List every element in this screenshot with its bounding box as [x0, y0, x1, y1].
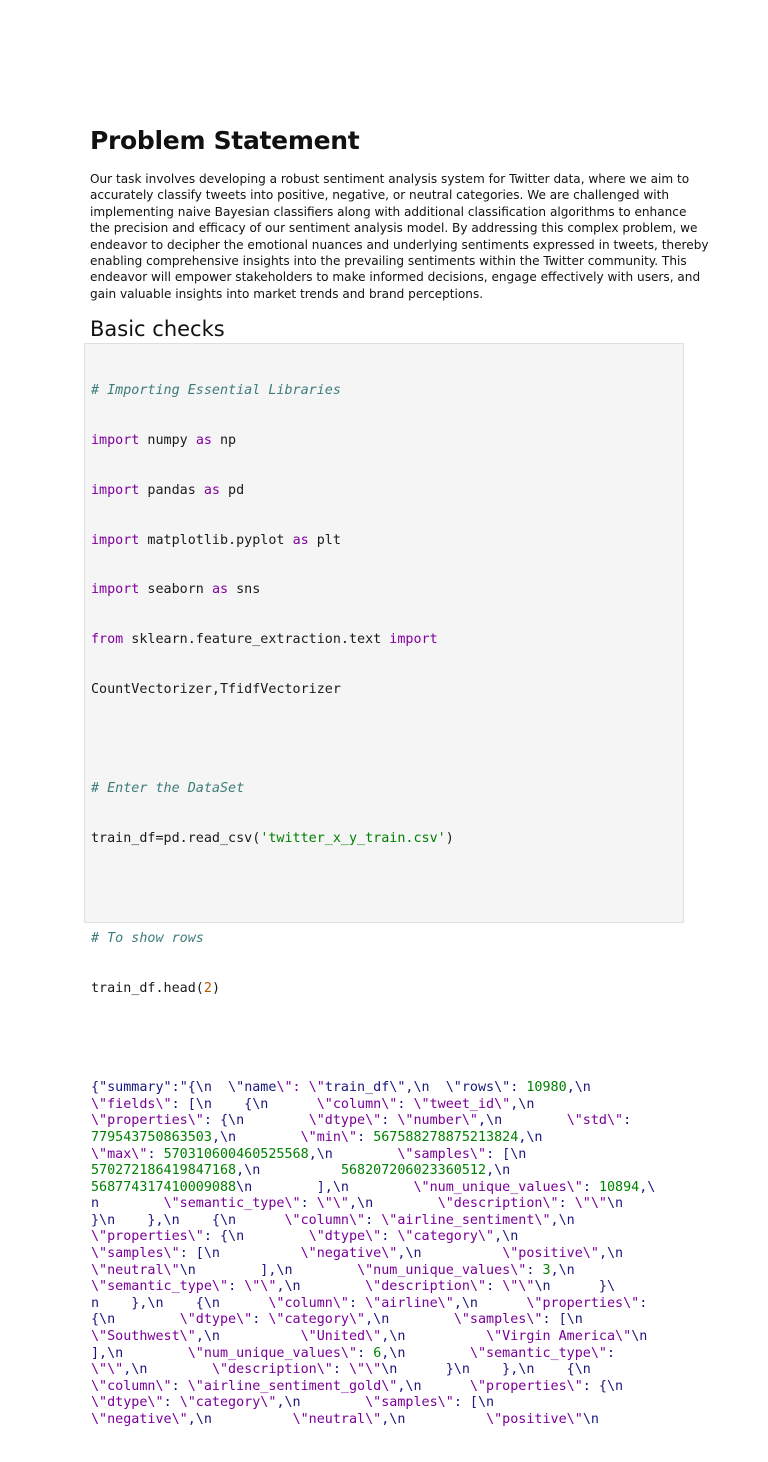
page-title: Problem Statement — [90, 126, 360, 155]
output-line: {"summary":"{\n \"name\": \"train_df\",\n \"rows\": 10980,\n — [91, 1080, 591, 1096]
keyword: import — [91, 532, 140, 548]
code-text: pd — [220, 482, 245, 498]
code-blank-line — [91, 881, 655, 898]
code-text: ) — [445, 831, 454, 847]
section-heading: Basic checks — [90, 317, 225, 341]
keyword: import — [91, 582, 140, 598]
keyword: as — [195, 432, 212, 448]
code-text: seaborn — [139, 582, 212, 598]
keyword: import — [91, 482, 140, 498]
code-line-import-matplotlib — [91, 533, 655, 550]
paragraph-line: endeavor to decipher the emotional nuances and underlying sentiments expressed in tweets, thereby — [90, 237, 709, 252]
paragraph-line: the precision and efficacy of our sentiment analysis model. By addressing this complex problem, we — [90, 221, 698, 236]
output-line: 779543750863503,\n \"min\": 567588278875213824,\n — [91, 1129, 543, 1145]
code-text: plt — [308, 532, 341, 548]
keyword: as — [211, 582, 229, 598]
paragraph-line: accurately classify tweets into positive, negative, or neutral categories. We are challenged with — [90, 188, 670, 203]
output-line: n },\n {\n \"column\": \"airline\",\n \"properties\": — [91, 1295, 648, 1311]
keyword: as — [292, 532, 309, 548]
output-line: \"column\": \"airline_sentiment_gold\",\n \"properties\": {\n — [91, 1378, 624, 1394]
code-text: numpy — [139, 432, 196, 448]
string-literal: 'twitter_x_y_train.csv' — [260, 831, 446, 847]
code-text: ) — [211, 980, 220, 996]
code-blank-line — [91, 1030, 655, 1047]
cell-output — [91, 1080, 655, 1428]
code-text: sklearn.feature_extraction.text — [123, 632, 390, 648]
paragraph-line: enabling comprehensive insights into the prevailing sentiments within the Twitter community. This — [90, 254, 687, 269]
code-editor[interactable] — [91, 350, 655, 1462]
output-line: \"\",\n \"description\": \"\"\n }\n },\n {\n — [91, 1362, 591, 1378]
output-line: \"max\": 570310600460525568,\n \"samples\": [\n — [91, 1146, 527, 1162]
code-cell[interactable] — [84, 343, 684, 1427]
code-text: train_df.head( — [91, 980, 204, 996]
output-line: \"semantic_type\": \"\",\n \"description\": \"\"\n }\ — [91, 1279, 616, 1295]
number-literal: 2 — [203, 980, 212, 996]
keyword: from — [91, 632, 124, 648]
code-blank-line — [91, 732, 655, 749]
output-line: \"Southwest\",\n \"United\",\n \"Virgin America\"\n — [91, 1329, 648, 1345]
code-text: train_df=pd.read_csv( — [91, 831, 261, 847]
output-line: \"neutral\"\n ],\n \"num_unique_values\": 3,\n — [91, 1262, 575, 1278]
code-text: np — [211, 432, 237, 448]
output-line: \"samples\": [\n \"negative\",\n \"positive\",\n — [91, 1246, 624, 1262]
code-line-head — [91, 981, 655, 998]
code-comment: # To show rows — [91, 930, 204, 946]
output-line: }\n },\n {\n \"column\": \"airline_sentiment\",\n — [91, 1212, 575, 1228]
code-line-import-pandas — [91, 483, 655, 500]
output-line: 570272186419847168,\n 568207206023360512,\n — [91, 1163, 511, 1179]
code-line-import-seaborn — [91, 582, 655, 599]
code-text: matplotlib.pyplot — [139, 532, 293, 548]
problem-statement-paragraph — [90, 171, 709, 302]
output-line: 568774317410009088\n ],\n \"num_unique_values\": 10894,\ — [91, 1179, 656, 1195]
output-line: {\n \"dtype\": \"category\",\n \"samples\": [\n — [91, 1312, 583, 1328]
output-line: \"dtype\": \"category\",\n \"samples\": [\n — [91, 1395, 495, 1411]
output-line: \"negative\",\n \"neutral\",\n \"positive\"\n — [91, 1412, 599, 1427]
code-line-import-sklearn — [91, 632, 655, 649]
output-line: ],\n \"num_unique_values\": 6,\n \"semantic_type\": — [91, 1345, 616, 1361]
keyword: import — [389, 632, 438, 648]
code-line-read-csv — [91, 831, 655, 848]
paragraph-line: implementing naive Bayesian classifiers along with additional classification algorithms to enhance — [90, 204, 687, 219]
code-line-import-sklearn-cont: CountVectorizer,TfidfVectorizer — [91, 681, 341, 697]
paragraph-line: gain valuable insights into market trends and brand perceptions. — [90, 286, 484, 301]
output-line: \"properties\": {\n \"dtype\": \"number\",\n \"std\": — [91, 1113, 632, 1129]
keyword: import — [91, 432, 140, 448]
code-comment: # Importing Essential Libraries — [91, 383, 341, 399]
output-line: \"properties\": {\n \"dtype\": \"category\",\n — [91, 1229, 519, 1245]
paragraph-line: Our task involves developing a robust sentiment analysis system for Twitter data, where we aim to — [90, 172, 690, 186]
keyword: as — [203, 482, 220, 498]
code-text: pandas — [139, 482, 204, 498]
output-line: n \"semantic_type\": \"\",\n \"description\": \"\"\n — [91, 1196, 624, 1212]
output-line: \"fields\": [\n {\n \"column\": \"tweet_id\",\n — [91, 1096, 535, 1112]
code-line-import-numpy — [91, 433, 655, 450]
paragraph-line: endeavor will empower stakeholders to make informed decisions, engage effectively with users, and — [90, 270, 701, 285]
code-text: sns — [228, 582, 261, 598]
code-comment: # Enter the DataSet — [91, 781, 245, 797]
